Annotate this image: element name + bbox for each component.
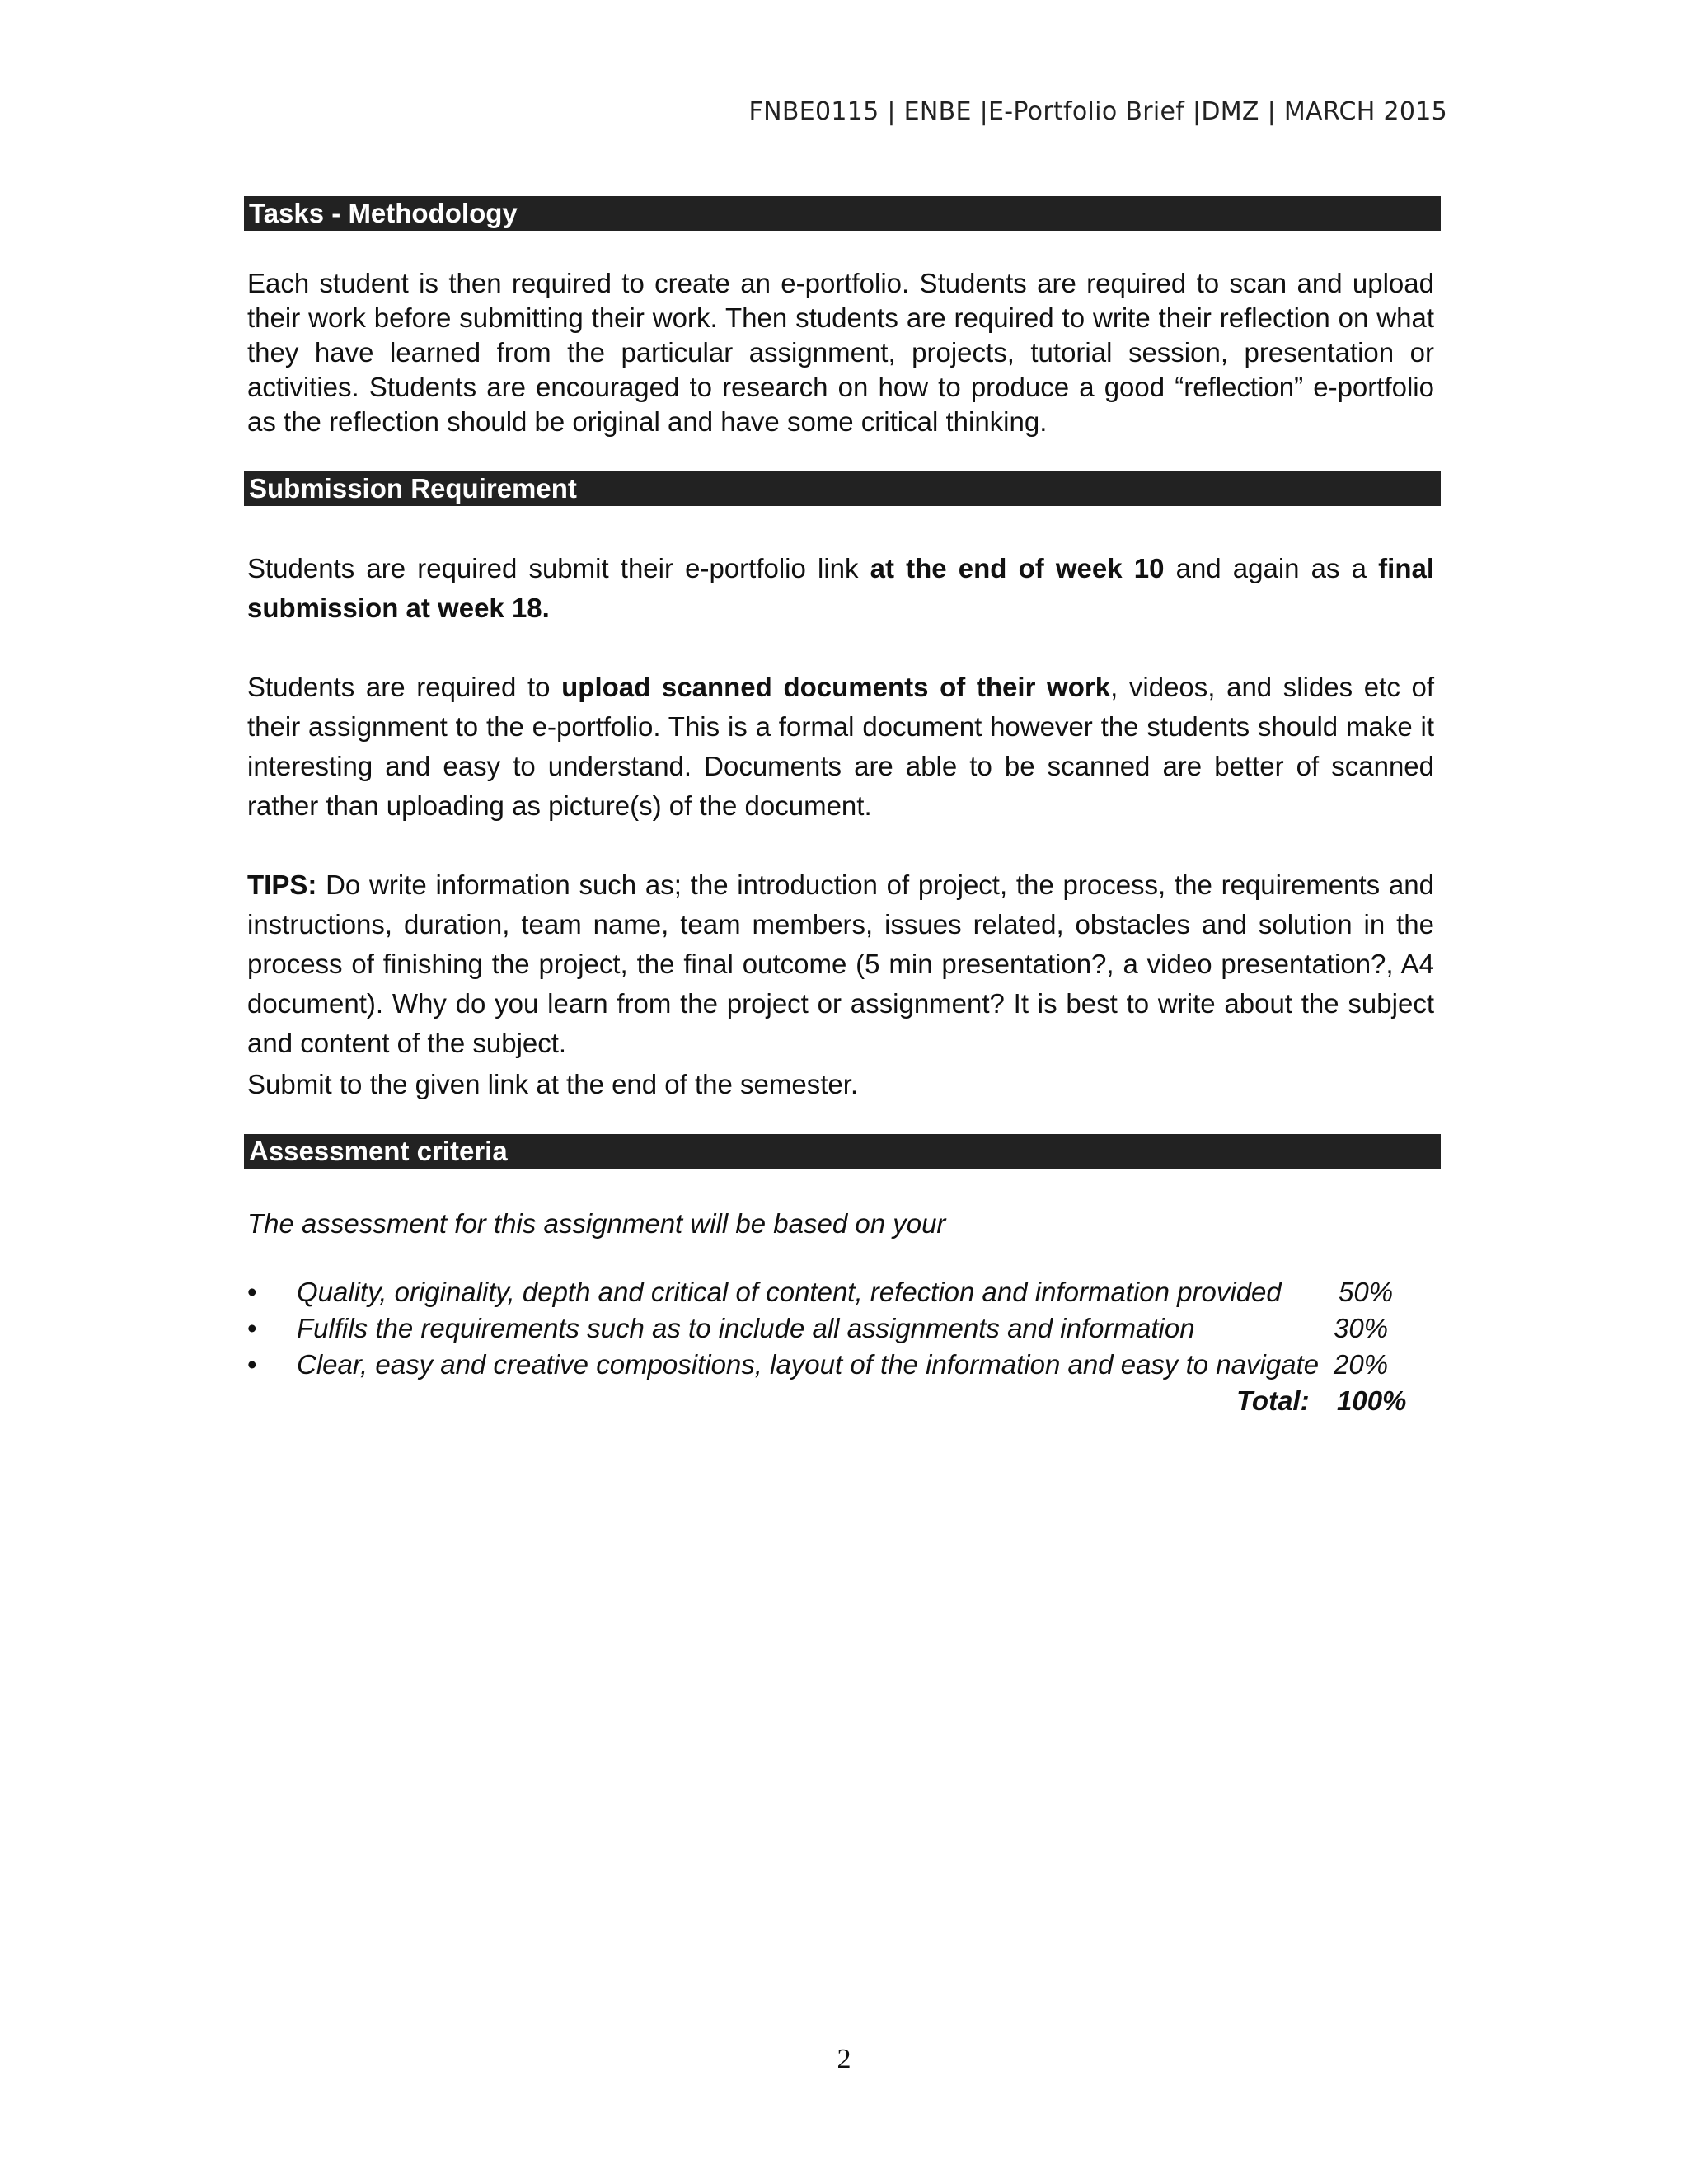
criteria-text: Clear, easy and creative compositions, layout of the information and easy to navigate — [297, 1349, 1320, 1380]
submission-deadline-paragraph — [247, 549, 1434, 628]
upload-text-part: Students are required to — [247, 672, 562, 702]
upload-text-part: , videos, and slides etc of their assignment to the e-portfolio. This is a formal document however the students should make it interesting and easy to understand. Documents are able to be scanned are better of scanned rather than uploading as picture(s) of the document. — [247, 672, 1434, 821]
criteria-item — [247, 1310, 1434, 1347]
criteria-text: Fulfils the requirements such as to include all assignments and information — [297, 1313, 1195, 1343]
bullet-icon: • — [247, 1277, 257, 1307]
upload-instructions-paragraph — [247, 668, 1434, 826]
submission-text-part: and again as a — [1164, 553, 1379, 583]
criteria-item — [247, 1347, 1434, 1383]
assessment-intro: The assessment for this assignment will be based on your — [247, 1208, 946, 1239]
tasks-methodology-paragraph: Each student is then required to create an e-portfolio. Students are required to scan and upload their work before submitting their work. Then students are required to write their reflection on what they have learned from the particular assignment, projects, tutorial session, presentation or activities. Students are encouraged to research on how to produce a good “reflection” e-portfolio as the reflection should be original and have some critical thinking. — [247, 268, 1434, 437]
document-header: FNBE0115 | ENBE |E-Portfolio Brief |DMZ | MARCH 2015 — [748, 97, 1447, 126]
section-heading-tasks-methodology: Tasks - Methodology — [244, 196, 1441, 231]
section-heading-assessment-criteria: Assessment criteria — [244, 1134, 1441, 1169]
submission-text-part: Students are required submit their e-portfolio link — [247, 553, 870, 583]
page-number: 2 — [837, 2044, 851, 2074]
section-heading-submission-requirement: Submission Requirement — [244, 471, 1441, 506]
tips-paragraph — [247, 865, 1434, 1063]
assessment-criteria-list — [247, 1274, 1434, 1419]
tips-label: TIPS: — [247, 869, 317, 900]
upload-emphasis: upload scanned documents of their work — [561, 672, 1111, 702]
bullet-icon: • — [247, 1349, 257, 1380]
criteria-item — [247, 1274, 1434, 1310]
total-value: 100% — [1337, 1385, 1407, 1416]
tips-text: Do write information such as; the introduction of project, the process, the requirements and instructions, duration, team name, team members, issues related, obstacles and solution in the process of finishing the project, the final outcome (5 min presentation?, a video presentation?, A4 document). Why do you learn from the project or assignment? It is best to write about the subject and content of the subject. — [247, 869, 1434, 1058]
assessment-total-row — [247, 1383, 1434, 1419]
submission-week10-emphasis: at the end of week 10 — [870, 553, 1165, 583]
criteria-percent: 30% — [1334, 1313, 1389, 1343]
submission-final-emphasis: final submission at week 18. — [247, 553, 1434, 623]
submission-closing-line: Submit to the given link at the end of the semester. — [247, 1069, 859, 1099]
criteria-percent: 20% — [1334, 1349, 1389, 1380]
bullet-icon: • — [247, 1313, 257, 1343]
criteria-text: Quality, originality, depth and critical of content, refection and information provided — [297, 1277, 1282, 1307]
criteria-percent: 50% — [1339, 1277, 1394, 1307]
total-label: Total: — [1236, 1385, 1310, 1416]
